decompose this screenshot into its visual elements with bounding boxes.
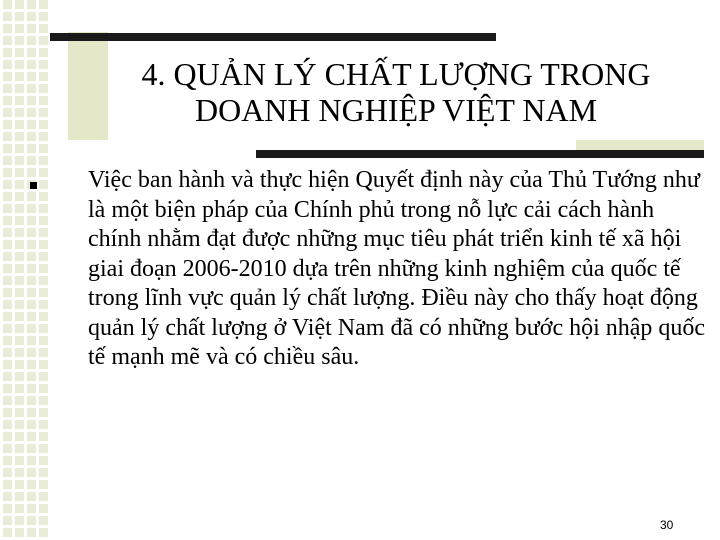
page-number: 30 xyxy=(660,518,674,532)
slide-title-line-1: 4. QUẢN LÝ CHẤT LƯỢNG TRONG xyxy=(141,56,651,92)
slide-title-line-2: DOANH NGHIỆP VIỆT NAM xyxy=(194,92,598,128)
decorative-accent-block xyxy=(576,140,704,150)
bullet-icon xyxy=(30,182,37,189)
decorative-pattern-strip xyxy=(0,0,50,540)
slide-title xyxy=(72,56,720,128)
bottom-title-bar xyxy=(256,150,704,158)
body-paragraph: Việc ban hành và thực hiện Quyết định này của Thủ Tướng như là một biện pháp của Chính phủ trong nỗ lực cải cách hành chính nhằm đạt được những mục tiêu phát triển kinh tế xã hội giai đoạn 2006-2010 dựa trên những kinh nghiệm của quốc tế trong lĩnh vực quản lý chất lượng. Điều này cho thấy hoạt động quản lý chất lượng ở Việt Nam đã có những bước hội nhập quốc tế mạnh mẽ và có chiều sâu. xyxy=(88,167,706,370)
top-title-bar xyxy=(50,33,496,41)
